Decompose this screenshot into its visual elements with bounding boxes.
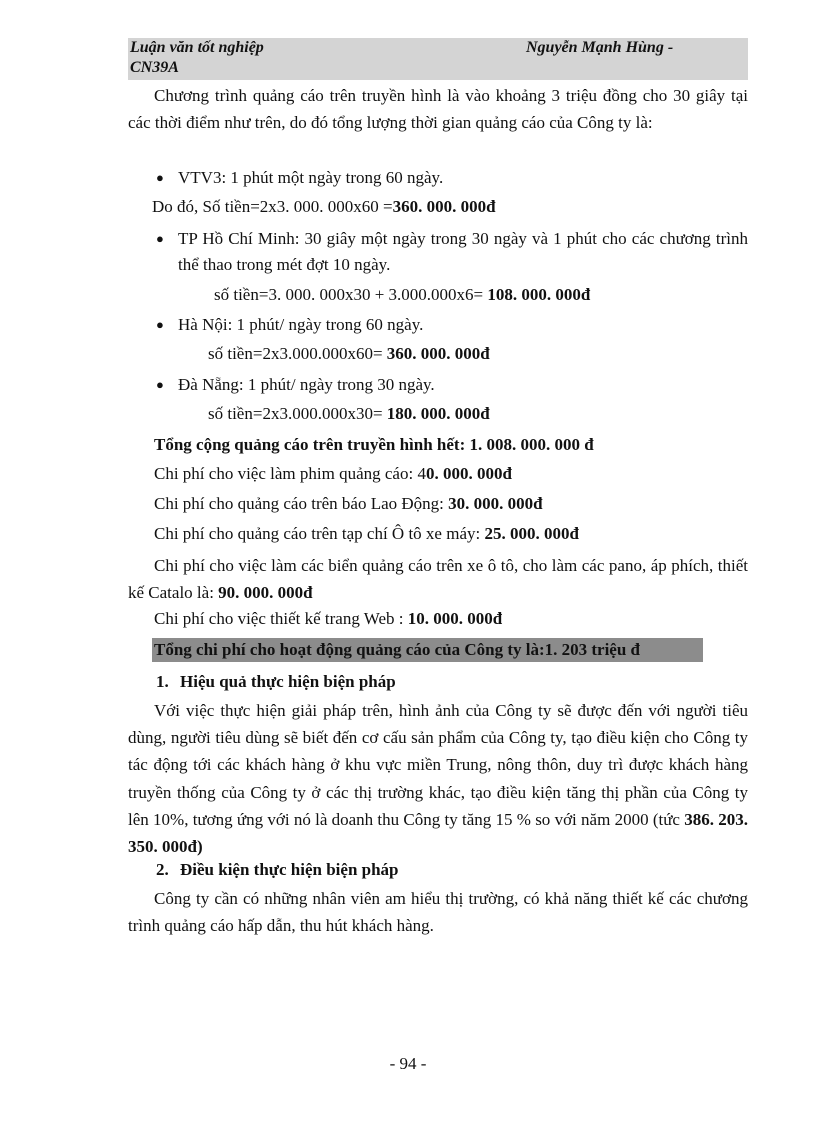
header-thesis-title: Luận văn tốt nghiệp [130,39,264,56]
bullet-dot-icon: ● [156,231,164,246]
cost-value: 10. 000. 000đ [407,609,503,628]
calc-text: Do đó, Số tiền=2x3. 000. 000x60 = [152,197,393,216]
section-1-paragraph [128,697,748,860]
section-number: 1. [156,672,169,691]
bullet-danang [156,372,748,398]
section-title: Hiệu quả thực hiện biện pháp [180,672,396,691]
section-2-heading [156,857,399,883]
section-title: Điều kiện thực hiện biện pháp [180,860,399,879]
cost-oto-magazine [154,521,579,547]
running-header [128,38,748,80]
bullet-dot-icon: ● [156,170,164,185]
calc-value: 108. 000. 000đ [487,285,591,304]
cost-value: 25. 000. 000đ [484,524,579,543]
hanoi-calculation [208,341,490,367]
bullet-hcm [156,226,748,278]
header-author: Nguyễn Mạnh Hùng - [526,39,674,56]
cost-value: 90. 000. 000đ [218,583,313,602]
calc-text: số tiền=2x3.000.000x30= [208,404,387,423]
cost-label: Chi phí cho việc làm phim quảng cáo: 4 [154,464,426,483]
bullet-vtv3 [156,165,748,191]
bullet-hanoi [156,312,748,338]
revenue-value: 386. 203. 350. 000đ) [128,809,748,857]
section-1-heading [156,669,396,695]
calc-value: 180. 000. 000đ [386,404,490,423]
hcm-calculation [214,282,590,308]
bullet-text: TP Hồ Chí Minh: 30 giây một ngày trong 30 ngày và 1 phút cho các chương trình thể thao trong mét đợt 10 ngày. [178,229,748,274]
cost-label: Chi phí cho việc thiết kế trang Web : [154,609,408,628]
cost-value: 30. 000. 000đ [448,494,543,513]
intro-paragraph: Chương trình quảng cáo trên truyền hình là vào khoảng 3 triệu đồng cho 30 giây tại các thời điểm như trên, do đó tổng lượng thời gian quảng cáo của Công ty là: [128,86,748,132]
grand-total-highlight: Tổng chi phí cho hoạt động quảng cáo của Công ty là:1. 203 triệu đ [152,638,703,662]
cost-laodong [154,491,543,517]
bullet-dot-icon: ● [156,317,164,332]
cost-label: Chi phí cho việc làm các biển quảng cáo trên xe ô tô, cho làm các pano, áp phích, thiết kế Catalo là: [128,556,748,602]
tv-advertising-total: Tổng cộng quảng cáo trên truyền hình hết: 1. 008. 000. 000 đ [154,435,594,454]
bullet-dot-icon: ● [156,377,164,392]
cost-label: Chi phí cho quảng cáo trên báo Lao Động: [154,494,449,513]
section-2-paragraph: Công ty cần có những nhân viên am hiểu thị trường, có khả năng thiết kế các chương trình quảng cáo hấp dẫn, thu hút khách hàng. [128,889,748,935]
bullet-text: Hà Nội: 1 phút/ ngày trong 60 ngày. [178,315,424,334]
cost-label: Chi phí cho quảng cáo trên tạp chí Ô tô xe máy: [154,524,485,543]
cost-web [154,606,502,632]
cost-signs [128,552,748,606]
page-number: - 94 - [389,1054,427,1073]
calc-text: số tiền=3. 000. 000x30 + 3.000.000x6= [214,285,488,304]
calc-text: số tiền=2x3.000.000x60= [208,344,387,363]
paragraph-text: Với việc thực hiện giải pháp trên, hình ảnh của Công ty sẽ được đến với người tiêu dùng, người tiêu dùng sẽ biết đến cơ cấu sản phẩm của Công ty, tạo điều kiện cho Công ty tác động tới các khách hàng ở khu vực miền Trung, nông thôn, duy trì được khách hàng truyền thống của Công ty ở các thị trường khác, tạo điều kiện tăng thị phần của Công ty lên 10%, tương ứng với nó là doanh thu Công ty tăng 15 % so với năm 2000 (tức [128,701,748,829]
calc-value: 360. 000. 000đ [392,197,496,216]
cost-film [154,461,512,487]
header-class: CN39A [130,59,179,76]
cost-value: 0. 000. 000đ [425,464,512,483]
section-number: 2. [156,860,169,879]
danang-calculation [208,401,490,427]
calc-value: 360. 000. 000đ [386,344,490,363]
bullet-text: Đà Nẵng: 1 phút/ ngày trong 30 ngày. [178,375,435,394]
bullet-text: VTV3: 1 phút một ngày trong 60 ngày. [178,168,444,187]
vtv3-calculation [152,194,496,220]
